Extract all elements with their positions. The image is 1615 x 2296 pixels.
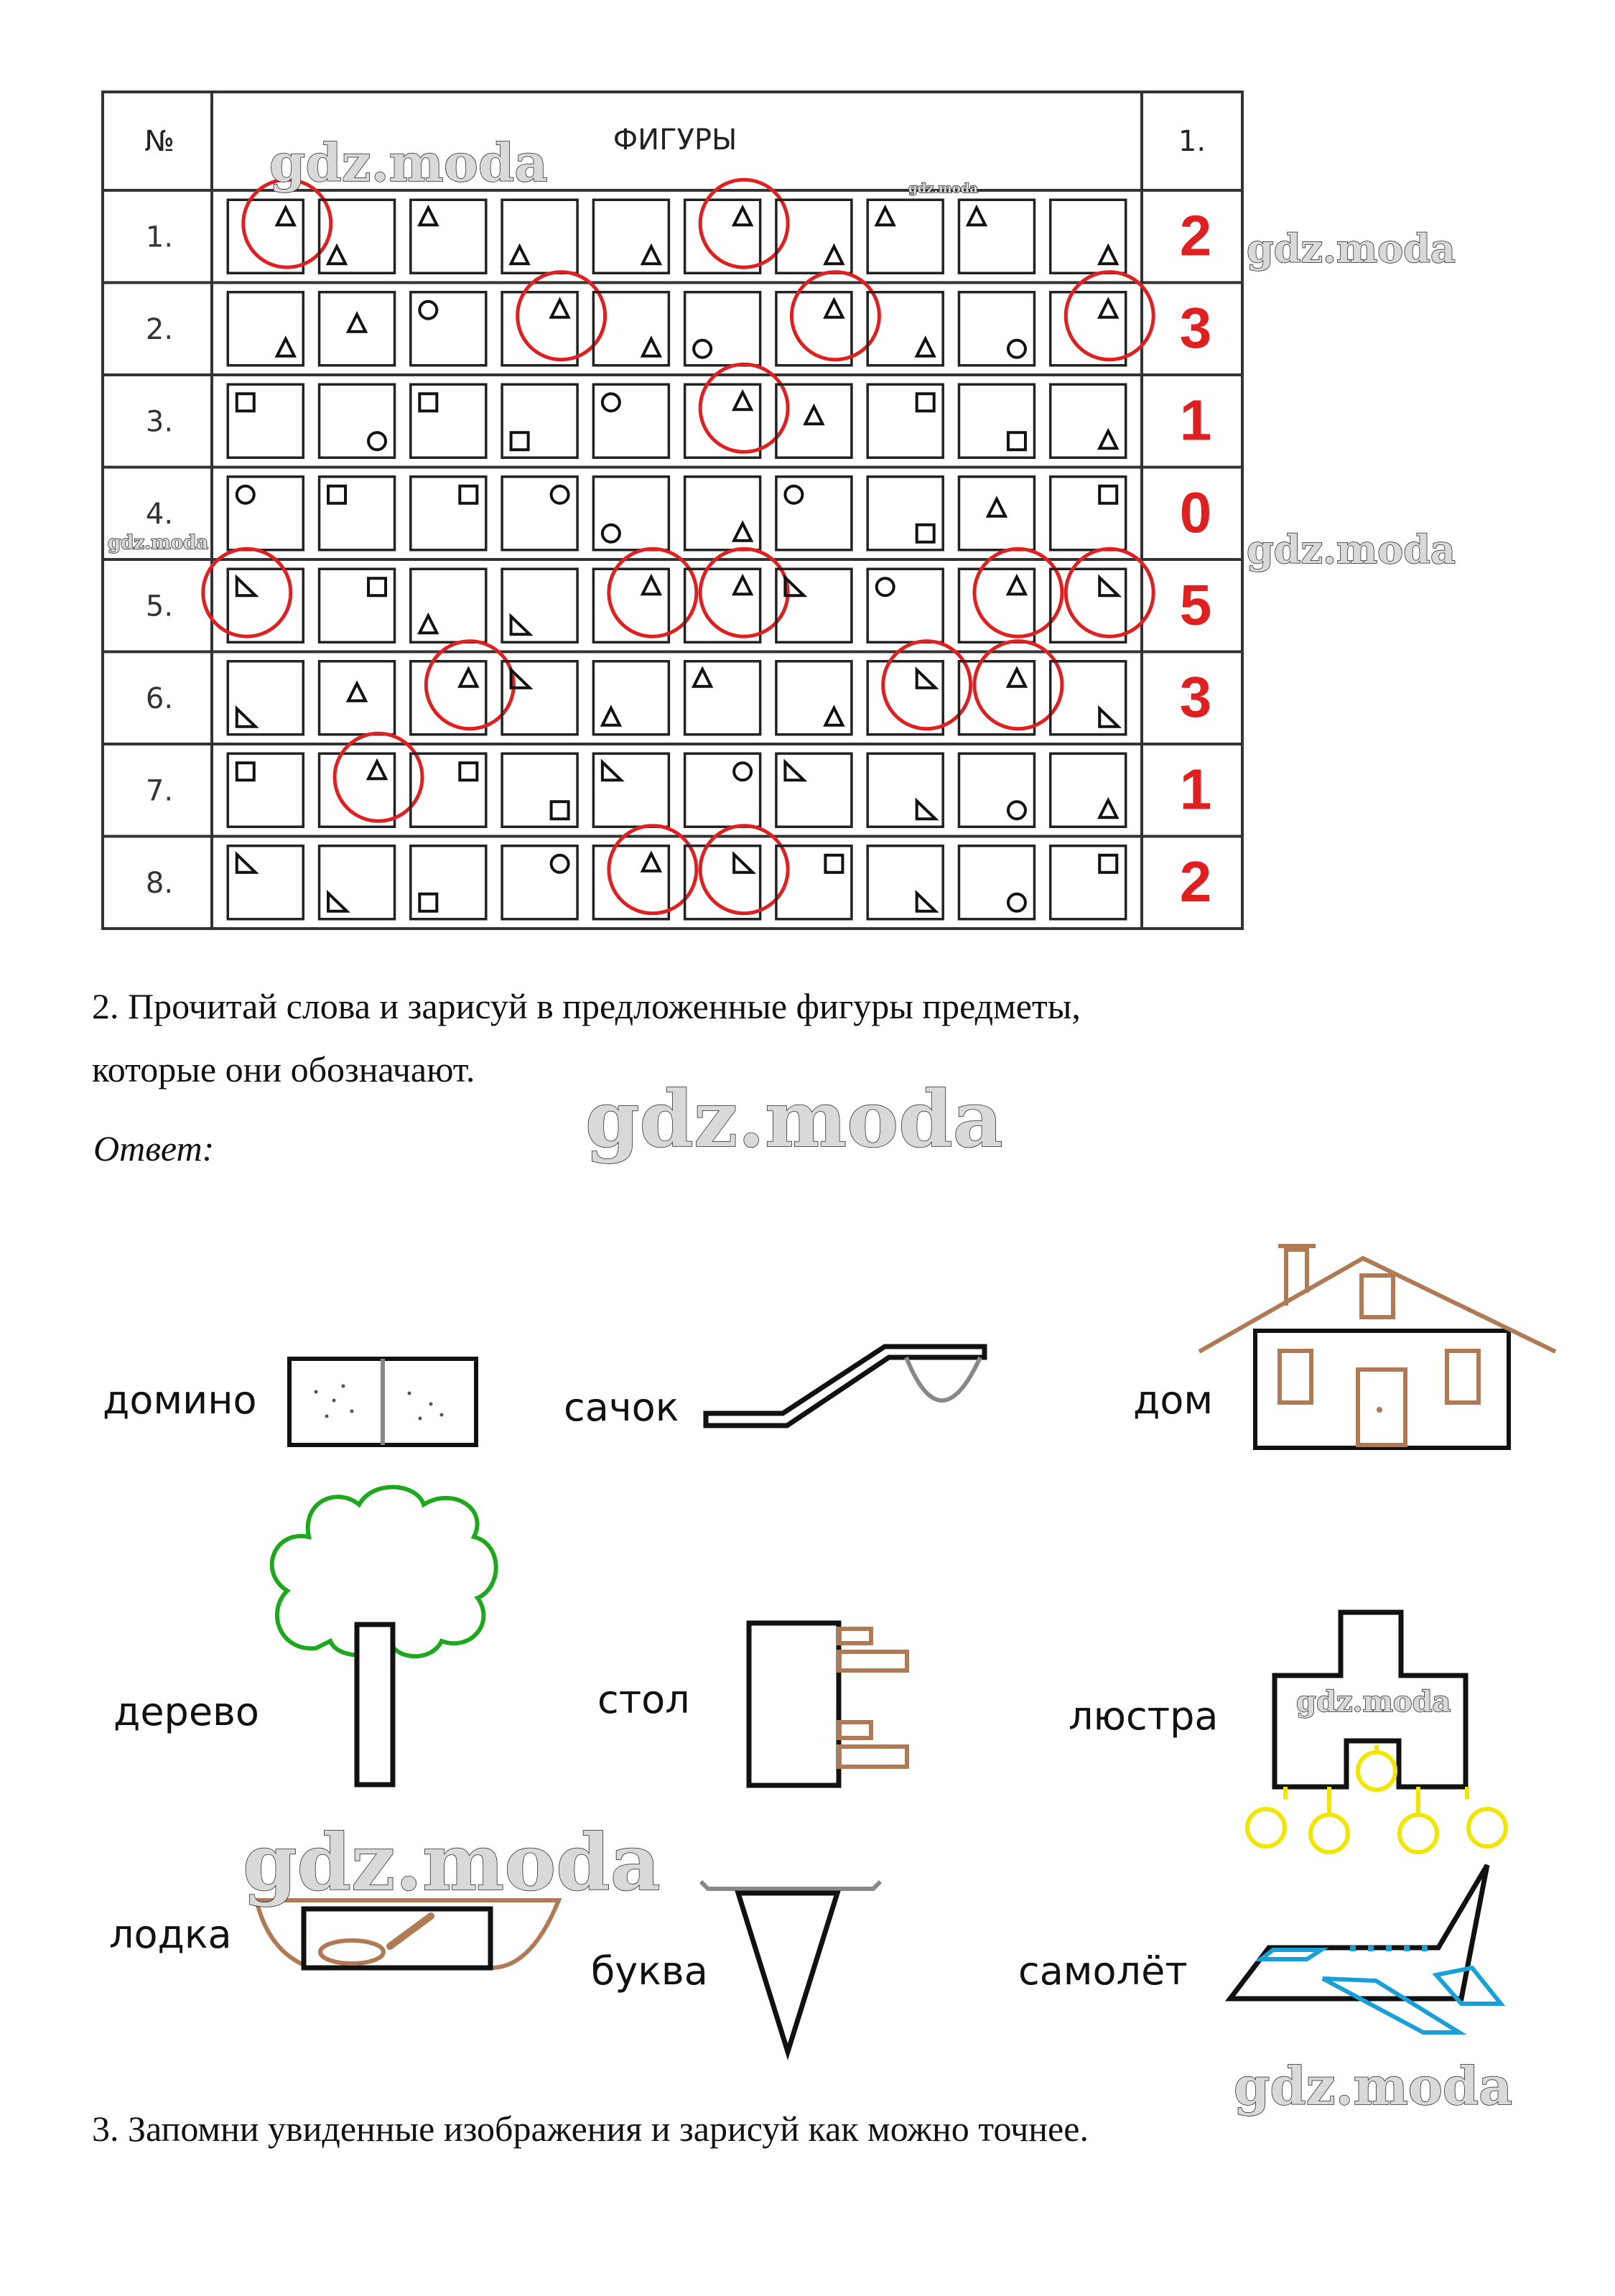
triangle-figure: [734, 524, 751, 541]
figure-box: [228, 753, 303, 827]
row-label: 3.: [145, 405, 174, 439]
circle-figure: [877, 578, 894, 595]
square-figure: [917, 394, 934, 411]
row-answer: 2: [1179, 849, 1212, 914]
watermark: gdz.moda: [908, 181, 978, 196]
row-label: 6.: [145, 682, 174, 715]
figure-box: [502, 384, 577, 457]
row-answer: 1: [1179, 757, 1212, 822]
label-dom: дом: [1133, 1377, 1214, 1423]
triangle-figure: [825, 300, 842, 317]
header-figures: ФИГУРЫ: [613, 124, 737, 157]
row-label: 4.: [145, 497, 174, 531]
figure-box: [411, 846, 486, 919]
drawings-area: [103, 1246, 1555, 2052]
watermark: gdz.moda: [1247, 226, 1456, 271]
square-figure: [511, 432, 529, 450]
triangle-figure: [348, 684, 366, 701]
figure-box: [320, 569, 395, 642]
boat-drawing: [256, 1900, 559, 1968]
label-sachok: сачок: [564, 1385, 679, 1430]
right-triangle-figure: [785, 762, 804, 780]
row-answer: 3: [1179, 664, 1212, 729]
triangle-figure: [917, 339, 934, 356]
letter-drawing: [701, 1882, 880, 2052]
square-figure: [419, 394, 437, 411]
figure-box: [228, 661, 303, 735]
label-lyustra: люстра: [1069, 1693, 1219, 1739]
sachok-drawing: [706, 1347, 985, 1426]
circle-figure: [237, 486, 254, 503]
tree-drawing: [272, 1487, 496, 1785]
triangle-figure: [1008, 669, 1025, 687]
triangle-figure: [643, 854, 660, 871]
label-derevo: дерево: [113, 1689, 259, 1734]
square-figure: [917, 525, 934, 542]
table-border: [103, 92, 1242, 929]
figure-box: [320, 661, 395, 735]
triangle-figure: [328, 246, 345, 264]
figure-box: [411, 477, 486, 550]
triangle-figure: [551, 300, 569, 317]
circle-figure: [419, 302, 437, 319]
triangle-figure: [419, 208, 437, 225]
circle-figure: [368, 432, 386, 450]
figure-box: [959, 477, 1034, 550]
figure-box: [685, 661, 760, 735]
task2-line1: 2. Прочитай слова и зарисуй в предложенные фигуры предметы,: [92, 986, 1081, 1026]
task2-line2: которые они обозначают.: [92, 1049, 475, 1089]
triangle-figure: [825, 708, 842, 725]
row-answer: 0: [1179, 480, 1212, 544]
row-answer: 1: [1179, 388, 1212, 452]
triangle-figure: [643, 577, 660, 594]
triangle-figure: [988, 499, 1005, 516]
triangle-figure: [460, 669, 477, 687]
circle-figure: [551, 486, 569, 503]
row-label: 8.: [145, 866, 174, 900]
circle-figure: [602, 525, 620, 542]
table-grid-lines: [103, 92, 1242, 929]
figure-box: [411, 200, 486, 273]
square-figure: [328, 486, 345, 503]
watermark: gdz.moda: [1296, 1685, 1451, 1719]
watermark: gdz.moda: [243, 1818, 661, 1908]
right-triangle-figure: [328, 893, 347, 911]
figure-box: [867, 200, 943, 273]
label-bukva: буква: [591, 1948, 708, 1994]
circle-figure: [1008, 340, 1025, 358]
label-domino: домино: [103, 1377, 257, 1423]
triangle-figure: [368, 761, 386, 778]
watermark: gdz.moda: [1247, 526, 1456, 572]
triangle-figure: [805, 406, 822, 424]
figure-box: [1051, 477, 1126, 550]
square-figure: [1099, 486, 1117, 503]
red-selection-circle: [700, 826, 788, 914]
square-figure: [237, 763, 254, 780]
watermark: gdz.moda: [269, 132, 548, 193]
triangle-figure: [968, 208, 985, 225]
figure-box: [867, 477, 943, 550]
row-answer: 2: [1179, 203, 1212, 268]
triangle-figure: [643, 246, 660, 264]
chandelier-drawing: [1247, 1612, 1506, 1852]
circle-figure: [1008, 801, 1025, 819]
right-triangle-figure: [917, 670, 936, 688]
figure-box: [502, 753, 577, 827]
square-figure: [368, 578, 386, 595]
right-triangle-figure: [917, 801, 936, 819]
row-label: 7.: [145, 774, 174, 808]
square-figure: [1099, 855, 1117, 873]
right-triangle-figure: [1099, 709, 1118, 727]
triangle-figure: [734, 208, 751, 225]
triangle-figure: [348, 315, 366, 332]
circle-figure: [694, 340, 711, 358]
right-triangle-figure: [602, 762, 621, 780]
square-figure: [825, 855, 842, 873]
house-drawing: [1199, 1246, 1555, 1448]
square-figure: [1008, 432, 1025, 450]
header-answer: 1.: [1178, 125, 1206, 158]
triangle-figure: [1099, 431, 1117, 448]
triangle-figure: [1008, 577, 1025, 594]
watermark: gdz.moda: [108, 532, 209, 554]
label-samolet: самолёт: [1018, 1948, 1188, 1994]
figure-box: [959, 384, 1034, 457]
label-stol: стол: [597, 1677, 690, 1722]
circle-figure: [785, 486, 802, 503]
right-triangle-figure: [511, 616, 530, 634]
figures-table: [103, 92, 1242, 929]
right-triangle-figure: [734, 855, 753, 873]
square-figure: [460, 486, 477, 503]
triangle-figure: [825, 246, 842, 264]
circle-figure: [734, 763, 751, 780]
triangle-figure: [511, 246, 529, 264]
triangle-figure: [877, 208, 894, 225]
row-label: 5.: [145, 590, 174, 623]
figure-cells: [203, 180, 1153, 919]
figure-box: [959, 200, 1034, 273]
circle-figure: [1008, 894, 1025, 911]
red-selection-circle: [883, 641, 971, 729]
square-figure: [419, 894, 437, 911]
triangle-figure: [1099, 246, 1117, 264]
domino-drawing: [289, 1359, 476, 1445]
square-figure: [551, 801, 569, 819]
circle-figure: [551, 855, 569, 873]
triangle-figure: [643, 339, 660, 356]
label-lodka: лодка: [109, 1912, 232, 1957]
airplane-drawing: [1230, 1865, 1501, 2032]
row-answer: 5: [1179, 572, 1212, 637]
figure-box: [320, 477, 395, 550]
square-figure: [460, 763, 477, 780]
table-drawing: [749, 1623, 907, 1785]
triangle-figure: [1099, 800, 1117, 817]
figure-box: [1051, 846, 1126, 919]
triangle-figure: [277, 339, 294, 356]
red-selection-circle: [203, 549, 291, 636]
right-triangle-figure: [1099, 577, 1118, 595]
triangle-figure: [1099, 300, 1117, 317]
triangle-figure: [602, 708, 620, 725]
circle-figure: [602, 394, 620, 411]
right-triangle-figure: [237, 855, 256, 873]
square-figure: [237, 394, 254, 411]
right-triangle-figure: [917, 893, 936, 911]
right-triangle-figure: [237, 577, 256, 595]
triangle-figure: [419, 615, 437, 633]
figure-box: [411, 384, 486, 457]
answer-label: Ответ:: [93, 1128, 215, 1168]
watermark: gdz.moda: [1234, 2055, 1512, 2116]
triangle-figure: [734, 392, 751, 409]
row-label: 1.: [145, 220, 174, 254]
figure-box: [320, 292, 395, 366]
triangle-figure: [694, 669, 711, 687]
row-answer: 3: [1179, 295, 1212, 360]
figure-box: [867, 384, 943, 457]
figure-box: [502, 569, 577, 642]
task3-line1: 3. Запомни увиденные изображения и зарисуй как можно точнее.: [92, 2109, 1089, 2149]
right-triangle-figure: [237, 709, 256, 727]
row-label: 2.: [145, 312, 174, 346]
triangle-figure: [277, 208, 294, 225]
red-selection-circle: [1066, 549, 1153, 636]
figure-box: [320, 846, 395, 919]
watermark: gdz.moda: [585, 1074, 1003, 1165]
figure-box: [228, 384, 303, 457]
header-number: №: [144, 125, 174, 158]
triangle-figure: [734, 577, 751, 594]
